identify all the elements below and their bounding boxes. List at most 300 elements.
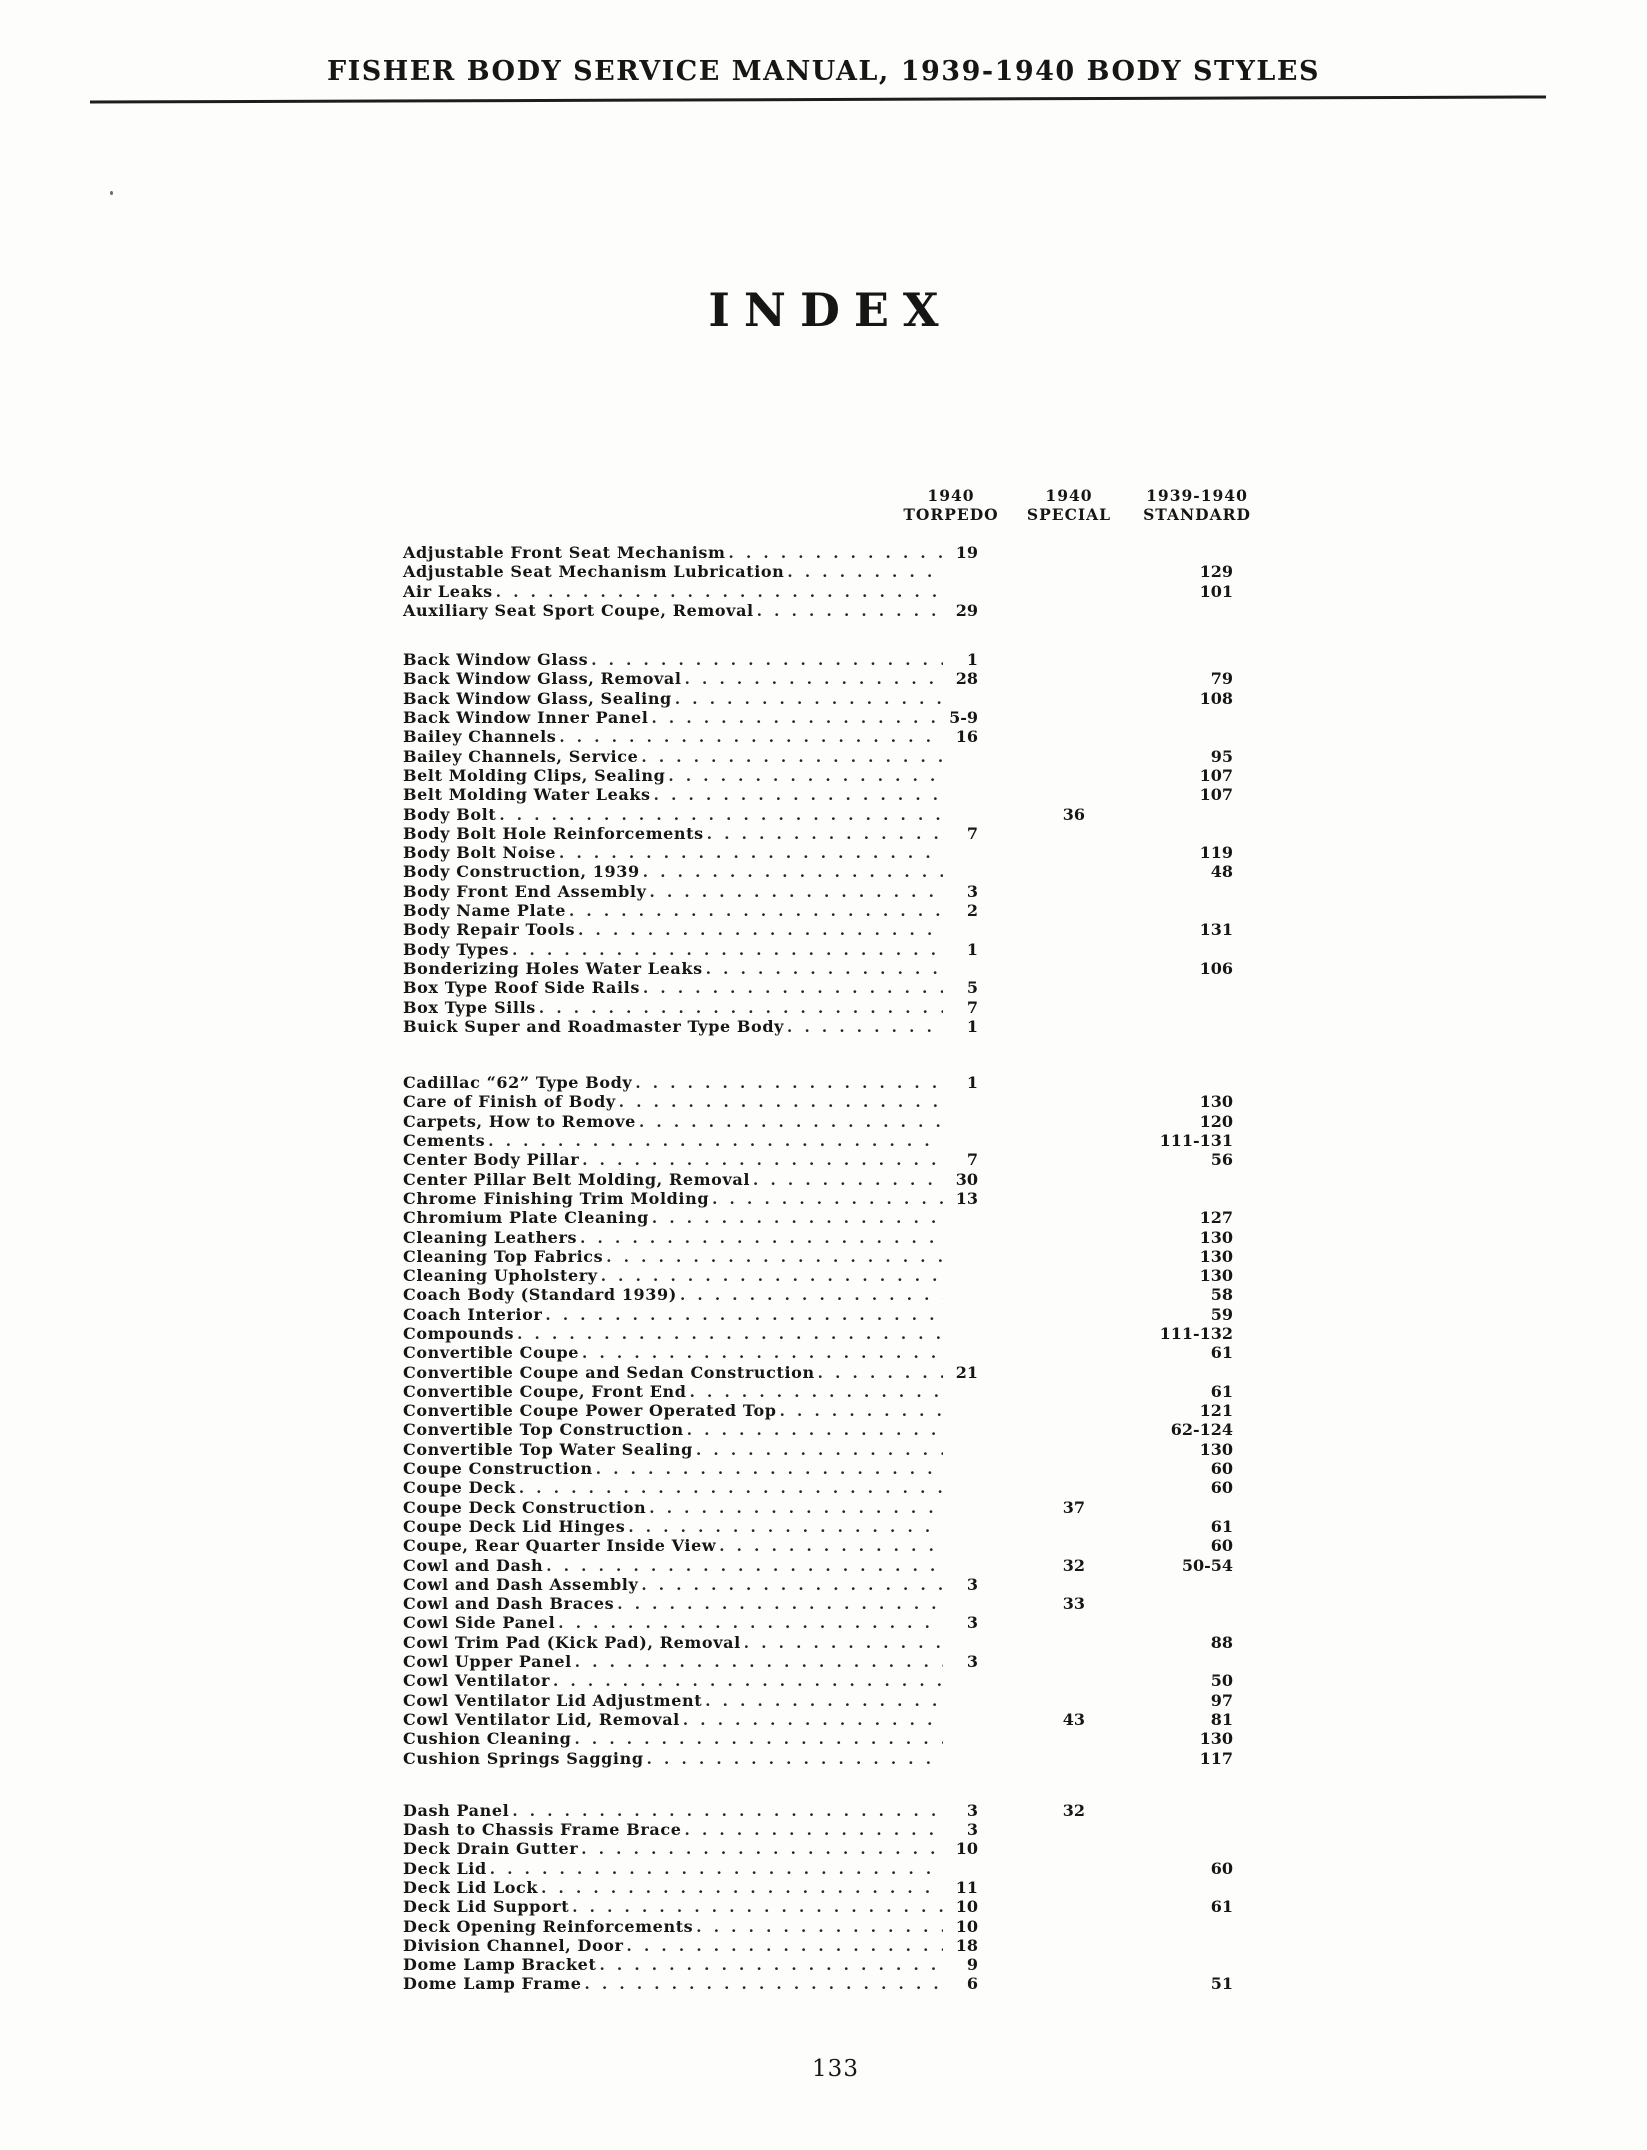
index-entry-label: Adjustable Seat Mechanism Lubrication xyxy=(403,562,785,582)
index-entry-label: Body Repair Tools xyxy=(403,920,576,940)
special-page-number xyxy=(978,708,1085,727)
dot-leader xyxy=(536,998,943,1017)
dot-leader xyxy=(598,1266,943,1285)
standard-page-number xyxy=(1085,1363,1233,1382)
dot-leader xyxy=(680,1710,943,1729)
special-page-number xyxy=(978,747,1085,766)
standard-page-number xyxy=(1085,1652,1233,1671)
special-page-number xyxy=(978,1150,1085,1169)
index-row xyxy=(403,1556,1233,1575)
index-row xyxy=(403,998,1233,1017)
column-name: TORPEDO xyxy=(903,504,999,524)
dot-leader xyxy=(603,1247,943,1266)
standard-page-number: 130 xyxy=(1199,1246,1233,1266)
dot-leader xyxy=(704,824,943,843)
index-row xyxy=(403,1073,1233,1092)
special-page-number xyxy=(978,689,1085,708)
index-entry-label: Belt Molding Clips, Sealing xyxy=(403,765,666,785)
standard-page-number: 59 xyxy=(1210,1304,1233,1324)
torpedo-page-number xyxy=(943,1112,978,1131)
index-row xyxy=(403,1652,1233,1671)
torpedo-page-number xyxy=(943,1131,978,1150)
index-row xyxy=(403,1440,1233,1459)
standard-page-number: 79 xyxy=(1210,669,1233,689)
index-row xyxy=(403,1150,1233,1169)
index-row xyxy=(403,708,1233,727)
special-page-number xyxy=(978,1382,1085,1401)
dot-leader xyxy=(777,1401,943,1420)
index-entry-label: Coupe Construction xyxy=(403,1459,593,1479)
index-row xyxy=(403,1498,1233,1517)
dot-leader xyxy=(693,1917,943,1936)
standard-page-number: 51 xyxy=(1210,1974,1233,1994)
torpedo-page-number: 10 xyxy=(955,1839,978,1859)
standard-page-number: 130 xyxy=(1199,1729,1233,1749)
special-page-number xyxy=(978,1208,1085,1227)
index-row xyxy=(403,689,1233,708)
dot-leader xyxy=(496,805,943,824)
special-page-number xyxy=(978,1729,1085,1748)
dot-leader xyxy=(487,1859,943,1878)
standard-page-number: 131 xyxy=(1199,920,1233,940)
index-row xyxy=(403,959,1233,978)
special-page-number xyxy=(978,862,1085,881)
index-entry-label: Cushion Springs Sagging xyxy=(403,1748,644,1768)
index-entry-label: Dome Lamp Bracket xyxy=(403,1955,597,1975)
dot-leader xyxy=(632,1073,943,1092)
standard-page-number xyxy=(1085,940,1233,959)
standard-page-number xyxy=(1085,1594,1233,1613)
torpedo-page-number xyxy=(943,1478,978,1497)
torpedo-page-number: 13 xyxy=(955,1188,978,1208)
index-row xyxy=(403,562,1233,581)
special-page-number xyxy=(978,1073,1085,1092)
standard-page-number xyxy=(1085,1575,1233,1594)
index-entry-label: Convertible Coupe Power Operated Top xyxy=(403,1401,777,1421)
index-section-c xyxy=(403,1073,1233,1768)
torpedo-page-number xyxy=(943,1498,978,1517)
torpedo-page-number: 29 xyxy=(955,600,978,620)
index-row xyxy=(403,824,1233,843)
torpedo-page-number xyxy=(943,1691,978,1710)
dot-leader xyxy=(569,1897,943,1916)
index-row xyxy=(403,1266,1233,1285)
manual-header-title: FISHER BODY SERVICE MANUAL, 1939-1940 BODY STYLES xyxy=(327,56,1320,87)
special-page-number xyxy=(978,1575,1085,1594)
index-row xyxy=(403,1517,1233,1536)
index-row xyxy=(403,1208,1233,1227)
special-page-number xyxy=(978,1691,1085,1710)
torpedo-page-number: 5-9 xyxy=(949,708,978,728)
scan-artifact-dot xyxy=(110,191,113,195)
torpedo-page-number xyxy=(943,582,978,601)
torpedo-page-number: 7 xyxy=(966,1150,978,1170)
index-entry-label: Compounds xyxy=(403,1323,515,1343)
dot-leader xyxy=(542,1305,943,1324)
index-row xyxy=(403,805,1233,824)
special-page-number xyxy=(978,959,1085,978)
index-entry-label: Bonderizing Holes Water Leaks xyxy=(403,958,703,978)
torpedo-page-number: 3 xyxy=(966,1820,978,1840)
dot-leader xyxy=(682,1820,944,1839)
index-row xyxy=(403,1897,1233,1916)
special-page-number xyxy=(978,601,1085,620)
index-row xyxy=(403,862,1233,881)
dot-leader xyxy=(555,1613,943,1632)
special-page-number xyxy=(978,650,1085,669)
torpedo-page-number xyxy=(943,1440,978,1459)
dot-leader xyxy=(614,1594,943,1613)
torpedo-page-number xyxy=(943,1536,978,1555)
standard-page-number: 111-131 xyxy=(1159,1131,1233,1151)
torpedo-page-number: 1 xyxy=(966,650,978,670)
page-number: 133 xyxy=(812,2056,859,2082)
torpedo-page-number: 10 xyxy=(955,1897,978,1917)
index-entry-label: Cowl Ventilator Lid, Removal xyxy=(403,1709,680,1729)
dot-leader xyxy=(485,1131,943,1150)
index-row xyxy=(403,1401,1233,1420)
index-entry-label: Division Channel, Door xyxy=(403,1935,624,1955)
special-page-number xyxy=(978,1820,1085,1839)
torpedo-page-number: 1 xyxy=(966,1073,978,1093)
index-entry-label: Back Window Inner Panel xyxy=(403,708,649,728)
index-entry-label: Convertible Coupe xyxy=(403,1343,580,1363)
standard-page-number xyxy=(1085,1917,1233,1936)
standard-page-number xyxy=(1085,1936,1233,1955)
standard-page-number: 130 xyxy=(1199,1266,1233,1286)
index-row xyxy=(403,1839,1233,1858)
standard-page-number xyxy=(1085,1170,1233,1189)
index-row xyxy=(403,940,1233,959)
special-page-number xyxy=(978,1839,1085,1858)
special-page-number xyxy=(978,727,1085,746)
index-entry-label: Adjustable Front Seat Mechanism xyxy=(403,543,726,562)
index-entry-label: Center Body Pillar xyxy=(403,1150,580,1170)
special-page-number xyxy=(978,1285,1085,1304)
index-row xyxy=(403,1363,1233,1382)
standard-page-number xyxy=(1085,998,1233,1017)
special-page-number: 32 xyxy=(1062,1800,1085,1820)
index-row xyxy=(403,1131,1233,1150)
index-row xyxy=(403,1382,1233,1401)
dot-leader xyxy=(566,901,943,920)
torpedo-page-number xyxy=(943,920,978,939)
torpedo-page-number xyxy=(943,1266,978,1285)
standard-page-number: 61 xyxy=(1210,1516,1233,1536)
torpedo-page-number: 3 xyxy=(966,1574,978,1594)
dot-leader xyxy=(640,862,943,881)
dot-leader xyxy=(648,708,943,727)
dot-leader xyxy=(741,1633,943,1652)
index-row xyxy=(403,1092,1233,1111)
dot-leader xyxy=(684,1420,943,1439)
standard-page-number: 129 xyxy=(1199,562,1233,582)
standard-page-number: 97 xyxy=(1210,1690,1233,1710)
dot-leader xyxy=(624,1936,943,1955)
index-entry-label: Coupe Deck xyxy=(403,1478,516,1498)
torpedo-page-number xyxy=(943,1517,978,1536)
standard-page-number xyxy=(1085,1073,1233,1092)
special-page-number xyxy=(978,1305,1085,1324)
torpedo-page-number: 3 xyxy=(966,1800,978,1820)
index-row xyxy=(403,601,1233,620)
index-entry-label: Coupe Deck Lid Hinges xyxy=(403,1516,626,1536)
index-row xyxy=(403,1228,1233,1247)
standard-page-number: 117 xyxy=(1199,1748,1233,1768)
index-row xyxy=(403,1305,1233,1324)
index-row xyxy=(403,747,1233,766)
dot-leader xyxy=(571,1729,943,1748)
dot-leader xyxy=(702,1691,943,1710)
dot-leader xyxy=(578,1839,943,1858)
index-entry-label: Deck Lid Lock xyxy=(403,1878,539,1897)
torpedo-page-number xyxy=(943,1305,978,1324)
index-row xyxy=(403,1671,1233,1690)
index-entry-label: Body Types xyxy=(403,939,510,959)
index-row xyxy=(403,1859,1233,1878)
dot-leader xyxy=(687,1382,943,1401)
standard-page-number xyxy=(1085,708,1233,727)
special-page-number xyxy=(978,1936,1085,1955)
special-page-number xyxy=(978,1092,1085,1111)
index-entry-label: Cleaning Leathers xyxy=(403,1227,578,1247)
standard-page-number xyxy=(1085,543,1233,562)
torpedo-page-number: 9 xyxy=(966,1955,978,1975)
torpedo-page-number xyxy=(943,1401,978,1420)
torpedo-page-number xyxy=(943,1556,978,1575)
index-entry-label: Chrome Finishing Trim Molding xyxy=(403,1188,710,1208)
standard-page-number xyxy=(1085,1189,1233,1208)
dot-leader xyxy=(577,1228,943,1247)
index-entry-label: Coupe Deck Construction xyxy=(403,1497,647,1517)
column-year: 1939-1940 xyxy=(1146,486,1248,505)
index-entry-label: Body Name Plate xyxy=(403,901,566,921)
index-entry-label: Coupe, Rear Quarter Inside View xyxy=(403,1536,717,1556)
index-entry-label: Chromium Plate Cleaning xyxy=(403,1208,649,1228)
special-page-number xyxy=(978,1459,1085,1478)
index-entry-label: Box Type Roof Side Rails xyxy=(403,978,640,998)
index-entry-label: Bailey Channels xyxy=(403,727,557,747)
index-row xyxy=(403,543,1233,562)
dot-leader xyxy=(625,1517,943,1536)
special-page-number xyxy=(978,582,1085,601)
standard-page-number: 130 xyxy=(1199,1439,1233,1459)
special-page-number xyxy=(978,1247,1085,1266)
index-row xyxy=(403,766,1233,785)
index-row xyxy=(403,882,1233,901)
special-page-number xyxy=(978,1652,1085,1671)
standard-page-number xyxy=(1085,978,1233,997)
index-list xyxy=(403,543,1233,2024)
index-row xyxy=(403,978,1233,997)
special-page-number xyxy=(978,1112,1085,1131)
standard-page-number: 60 xyxy=(1210,1536,1233,1556)
standard-page-number xyxy=(1085,805,1233,824)
dot-leader xyxy=(640,978,943,997)
dot-leader xyxy=(649,1208,943,1227)
special-page-number xyxy=(978,1228,1085,1247)
index-section-a xyxy=(403,543,1233,620)
special-page-number xyxy=(978,1613,1085,1632)
index-entry-label: Body Bolt Hole Reinforcements xyxy=(403,823,704,843)
special-page-number xyxy=(978,1859,1085,1878)
special-page-number xyxy=(978,669,1085,688)
standard-page-number: 50 xyxy=(1210,1671,1233,1691)
special-page-number xyxy=(978,1633,1085,1652)
index-row xyxy=(403,1974,1233,1993)
standard-page-number xyxy=(1085,1613,1233,1632)
index-row xyxy=(403,1112,1233,1131)
torpedo-page-number xyxy=(943,766,978,785)
special-page-number xyxy=(978,920,1085,939)
index-row xyxy=(403,1936,1233,1955)
torpedo-page-number: 7 xyxy=(966,997,978,1017)
special-page-number: 37 xyxy=(1062,1497,1085,1517)
index-entry-label: Convertible Top Water Sealing xyxy=(403,1439,693,1459)
index-row xyxy=(403,1575,1233,1594)
index-row xyxy=(403,1955,1233,1974)
dot-leader xyxy=(784,1017,943,1036)
standard-page-number xyxy=(1085,824,1233,843)
dot-leader xyxy=(575,920,943,939)
index-entry-label: Body Construction, 1939 xyxy=(403,862,640,882)
dot-leader xyxy=(646,1498,943,1517)
dot-leader xyxy=(672,689,943,708)
torpedo-page-number: 7 xyxy=(966,823,978,843)
index-row xyxy=(403,1878,1233,1897)
index-entry-label: Cleaning Upholstery xyxy=(403,1266,598,1286)
torpedo-page-number xyxy=(943,805,978,824)
special-page-number xyxy=(978,940,1085,959)
standard-page-number xyxy=(1085,1839,1233,1858)
torpedo-page-number xyxy=(943,862,978,881)
special-page-number xyxy=(978,1878,1085,1897)
dot-leader xyxy=(596,1955,943,1974)
torpedo-page-number: 21 xyxy=(955,1362,978,1382)
standard-page-number xyxy=(1085,1820,1233,1839)
index-entry-label: Dome Lamp Frame xyxy=(403,1974,582,1994)
index-row xyxy=(403,1478,1233,1497)
index-row xyxy=(403,1189,1233,1208)
index-entry-label: Cowl Ventilator xyxy=(403,1671,550,1691)
torpedo-page-number xyxy=(943,1633,978,1652)
standard-page-number: 48 xyxy=(1210,862,1233,882)
dot-leader xyxy=(638,1575,943,1594)
torpedo-page-number: 1 xyxy=(966,939,978,959)
standard-page-number: 60 xyxy=(1210,1478,1233,1498)
dot-leader xyxy=(550,1671,943,1690)
torpedo-page-number xyxy=(943,1382,978,1401)
index-entry-label: Box Type Sills xyxy=(403,997,536,1017)
standard-page-number xyxy=(1085,882,1233,901)
index-row xyxy=(403,785,1233,804)
special-page-number xyxy=(978,1955,1085,1974)
torpedo-page-number xyxy=(943,959,978,978)
dot-leader xyxy=(556,727,943,746)
special-page-number xyxy=(978,1343,1085,1362)
dot-leader xyxy=(638,747,943,766)
index-entry-label: Body Bolt Noise xyxy=(403,843,557,863)
standard-page-number: 101 xyxy=(1199,581,1233,601)
index-row xyxy=(403,1285,1233,1304)
dot-leader xyxy=(493,582,943,601)
standard-page-number: 121 xyxy=(1199,1401,1233,1421)
torpedo-page-number xyxy=(943,1324,978,1343)
standard-page-number: 81 xyxy=(1210,1709,1233,1729)
special-page-number xyxy=(978,562,1085,581)
special-page-number xyxy=(978,978,1085,997)
column-name: SPECIAL xyxy=(1026,504,1112,524)
index-entry-label: Convertible Coupe and Sedan Construction xyxy=(403,1362,815,1382)
special-page-number xyxy=(978,1131,1085,1150)
standard-page-number: 50-54 xyxy=(1181,1555,1233,1575)
header-rule xyxy=(90,95,1546,103)
special-page-number xyxy=(978,785,1085,804)
special-page-number xyxy=(978,998,1085,1017)
index-row xyxy=(403,1324,1233,1343)
standard-page-number: 61 xyxy=(1210,1343,1233,1363)
index-entry-label: Back Window Glass xyxy=(403,650,589,670)
dot-leader xyxy=(588,650,943,669)
standard-page-number: 61 xyxy=(1210,1381,1233,1401)
special-page-number xyxy=(978,1266,1085,1285)
torpedo-page-number xyxy=(943,1420,978,1439)
dot-leader xyxy=(514,1324,943,1343)
torpedo-page-number: 16 xyxy=(955,727,978,747)
standard-page-number xyxy=(1085,650,1233,669)
index-entry-label: Cowl and Dash Braces xyxy=(403,1594,615,1614)
standard-page-number xyxy=(1085,1878,1233,1897)
dot-leader xyxy=(665,766,943,785)
special-page-number: 33 xyxy=(1062,1594,1085,1614)
torpedo-page-number: 6 xyxy=(966,1974,978,1994)
standard-page-number: 130 xyxy=(1199,1227,1233,1247)
index-row xyxy=(403,1820,1233,1839)
column-header-standard xyxy=(1107,487,1287,524)
index-entry-label: Cowl and Dash Assembly xyxy=(403,1574,639,1594)
dot-leader xyxy=(582,1974,943,1993)
torpedo-page-number: 30 xyxy=(955,1169,978,1189)
torpedo-page-number xyxy=(943,843,978,862)
standard-page-number: 120 xyxy=(1199,1111,1233,1131)
standard-page-number: 111-132 xyxy=(1159,1323,1233,1343)
special-page-number: 43 xyxy=(1062,1709,1085,1729)
dot-leader xyxy=(693,1440,943,1459)
index-entry-label: Deck Drain Gutter xyxy=(403,1839,579,1859)
index-section-d xyxy=(403,1801,1233,1994)
index-entry-label: Belt Molding Water Leaks xyxy=(403,785,651,805)
index-entry-label: Care of Finish of Body xyxy=(403,1092,616,1112)
dot-leader xyxy=(815,1363,943,1382)
index-entry-label: Cleaning Top Fabrics xyxy=(403,1246,604,1266)
index-section-b xyxy=(403,650,1233,1036)
index-entry-label: Cowl Trim Pad (Kick Pad), Removal xyxy=(403,1632,741,1652)
index-row xyxy=(403,843,1233,862)
torpedo-page-number xyxy=(943,689,978,708)
standard-page-number: 62-124 xyxy=(1170,1420,1233,1440)
standard-page-number xyxy=(1085,1498,1233,1517)
standard-page-number: 60 xyxy=(1210,1459,1233,1479)
torpedo-page-number: 3 xyxy=(966,1613,978,1633)
index-entry-label: Deck Opening Reinforcements xyxy=(403,1916,694,1936)
index-row xyxy=(403,1691,1233,1710)
special-page-number xyxy=(978,1017,1085,1036)
column-name: STANDARD xyxy=(1143,504,1251,524)
torpedo-page-number xyxy=(943,1247,978,1266)
special-page-number xyxy=(978,1440,1085,1459)
dot-leader xyxy=(716,1536,943,1555)
index-entry-label: Back Window Glass, Removal xyxy=(403,669,682,689)
